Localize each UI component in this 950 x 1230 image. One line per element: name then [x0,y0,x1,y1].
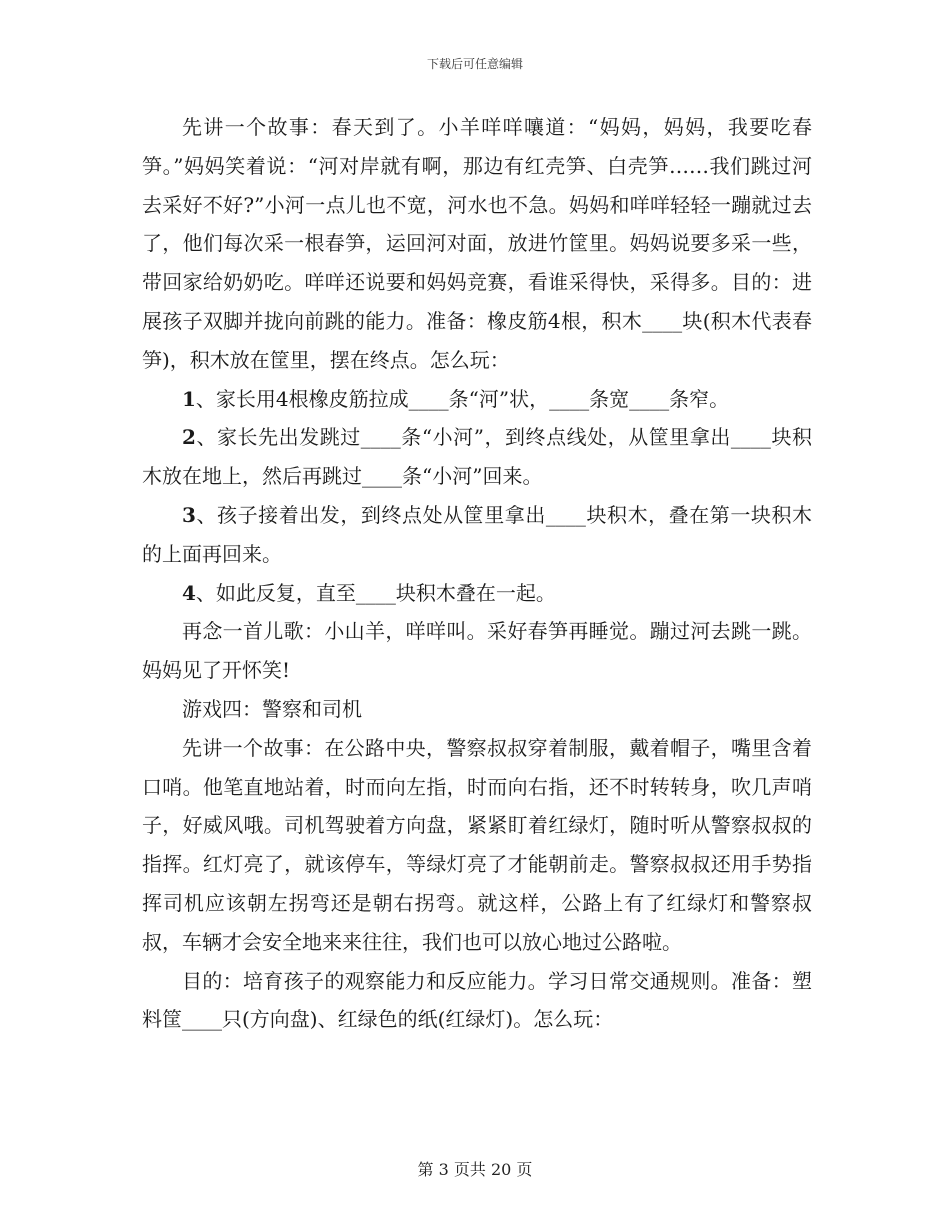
page-footer: 第 3 页共 20 页 [417,1160,533,1179]
step-number: 4 [182,580,196,605]
paragraph-step-1: 1、家长用4根橡皮筋拉成____条“河”状，____条宽____条窄。 [182,386,730,411]
page-header: 下载后可任意编辑 [426,57,523,71]
paragraph-step-3: 3、孩子接着出发，到终点处从筐里拿出____块积木，叠在第一块积木的上面再回来。 [142,502,812,566]
document-body [142,108,812,1039]
paragraph-step-2: 2、家长先出发跳过____条“小河”，到终点线处，从筐里拿出____块积木放在地上，然后再跳过____条“小河”回来。 [142,425,812,489]
paragraph-story-intro: 先讲一个故事：春天到了。小羊咩咩嚷道：“妈妈，妈妈，我要吃春笋。”妈妈笑着说：“河对岸就有啊，那边有红壳笋、白壳笋……我们跳过河去采好不好?”小河一点儿也不宽，河水也不急。妈妈和咩咩轻轻一蹦就过去了，他们每次采一根春笋，运回河对面，放进竹筐里。妈妈说要多采一些，带回家给奶奶吃。咩咩还说要和妈妈竞赛，看谁采得快，采得多。目的：进展孩子双脚并拢向前跳的能力。准备：橡皮筋4根，积木____块(积木代表春笋)，积木放在筐里，摆在终点。怎么玩： [142,115,812,372]
paragraph-step-4: 4、如此反复，直至____块积木叠在一起。 [182,580,556,605]
section-heading-game-four: 游戏四：警察和司机 [182,696,362,721]
step-number: 2 [182,425,196,450]
step-number: 3 [182,502,196,527]
step-number: 1 [182,386,196,411]
paragraph-song: 再念一首儿歌：小山羊，咩咩叫。采好春笋再睡觉。蹦过河去跳一跳。妈妈见了开怀笑! [142,619,812,683]
paragraph-police-story: 先讲一个故事：在公路中央，警察叔叔穿着制服，戴着帽子，嘴里含着口哨。他笔直地站着，时而向左指，时而向右指，还不时转转身，吹几声哨子，好威风哦。司机驾驶着方向盘，紧紧盯着红绿灯，随时听从警察叔叔的指挥。红灯亮了，就该停车，等绿灯亮了才能朝前走。警察叔叔还用手势指挥司机应该朝左拐弯还是朝右拐弯。就这样，公路上有了红绿灯和警察叔叔，车辆才会安全地来来往往，我们也可以放心地过公路啦。 [142,735,812,954]
paragraph-purpose: 目的：培育孩子的观察能力和反应能力。学习日常交通规则。准备：塑料筐____只(方向盘)、红绿色的纸(红绿灯)。怎么玩： [142,968,812,1032]
